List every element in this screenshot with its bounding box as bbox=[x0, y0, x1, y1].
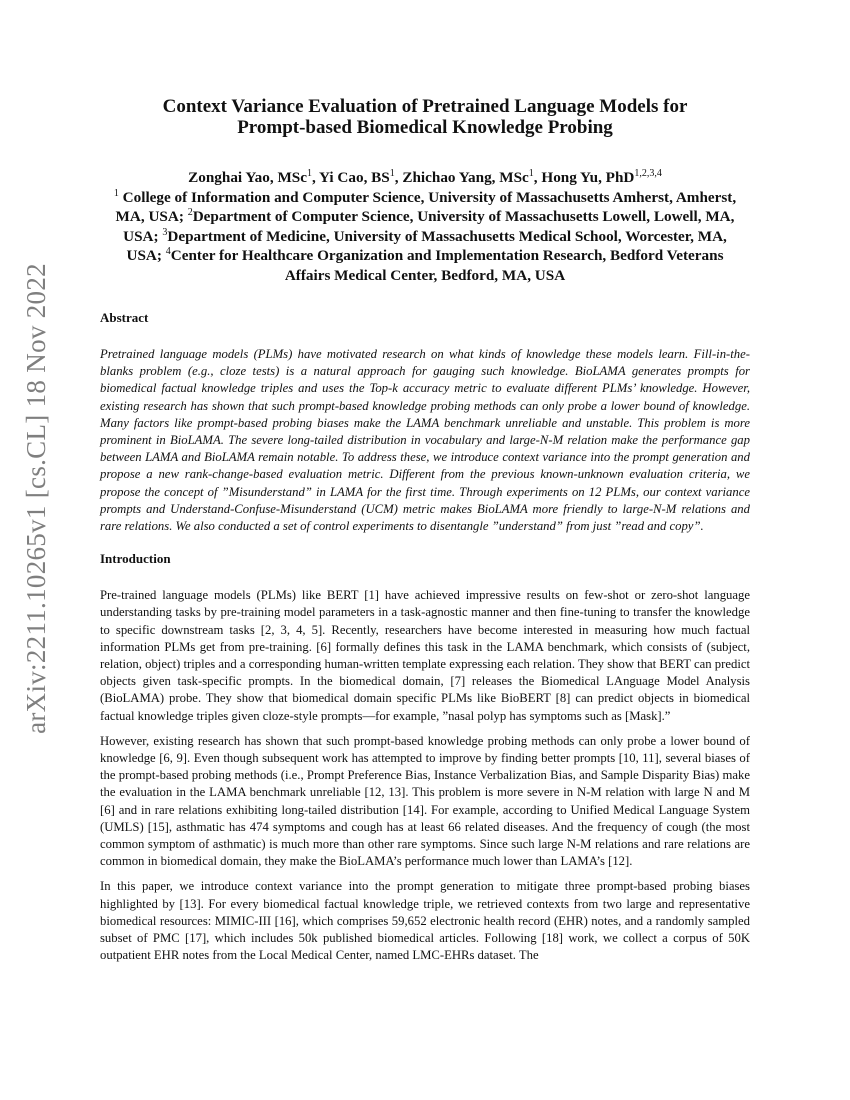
paper-title bbox=[100, 96, 750, 138]
arxiv-identifier-text: arXiv:2211.10265v1 [cs.CL] 18 Nov 2022 bbox=[20, 262, 51, 734]
abstract-heading: Abstract bbox=[100, 310, 149, 325]
author-list: Zonghai Yao, MSc$^1$, Yi Cao, $BS^1$, Zhichao Yang, MSc$^1$, Hong Yu, PhD$^{1,2,3,4}$ bbox=[188, 167, 662, 186]
introduction-paragraph: Pre-trained language models (PLMs) like BERT [1] have achieved impressive results on few-shot or zero-shot language understanding tasks by pre-training model parameters in a task-agnostic manner and then fine-tuning to transfer the knowledge to specific downstream tasks [2, 3, 4, 5]. Recently, researchers have become interested in measuring how much factual information PLMs get from pre-training. [6] formally defines this task in the LAMA benchmark, which consists of (subject, relation, object) triples and a corresponding human-written template expressing each relation. They show that BERT can predict objects given task-specific prompts. In the biomedical domain, [7] releases the Biomedical LAnguage Model Analysis (BioLAMA) probe. They show that biomedical domain specific PLMs like BioBERT [8] can predict objects in biomedical factual knowledge triples given cloze-style prompts—for example, ”nasal polyp has symptoms such as [Mask].” bbox=[100, 588, 750, 723]
affiliation-text: Center for Healthcare Organization and Implementation Research, Bedford Veterans Affairs Medical Center, Bedford, MA, USA bbox=[170, 247, 724, 284]
abstract-text: Pretrained language models (PLMs) have motivated research on what kinds of knowledge these models learn. Fill-in-the-blanks problem (e.g., cloze tests) is a natural approach for gauging such knowledge. BioLAMA generates prompts for biomedical factual knowledge triples and uses the Top-k accuracy metric to evaluate different PLMs’ knowledge. However, existing research has shown that such prompt-based knowledge probing methods can only probe a lower bound of knowledge. Many factors like prompt-based probing biases make the LAMA benchmark unreliable and unstable. This problem is more prominent in BioLAMA. The severe long-tailed distribution in vocabulary and large-N-M relation make the performance gap between LAMA and BioLAMA remain notable. To address these, we introduce context variance into the prompt generation and propose a new rank-change-based evaluation metric. Different from the previous known-unknown evaluation criteria, we propose the concept of ”Misunderstand” in LAMA for the first time. Through experiments on 12 PLMs, our context variance prompts and Understand-Confuse-Misunderstand (UCM) metric makes BioLAMA more friendly to large-N-M relations and rare relations. We also conducted a set of control experiments to disentangle ”understand” from just ”read and copy”. bbox=[100, 347, 750, 534]
affiliation-list bbox=[100, 188, 750, 286]
author-affiliation-marker: 1 bbox=[306, 167, 312, 179]
author-name: Hong Yu, PhD bbox=[541, 169, 635, 186]
title-line-1: Context Variance Evaluation of Pretrained Language Models for bbox=[162, 96, 688, 117]
title-line-2: Prompt-based Biomedical Knowledge Probing bbox=[237, 117, 613, 138]
author-affiliation-marker: 1 bbox=[528, 167, 534, 179]
introduction-paragraph: In this paper, we introduce context variance into the prompt generation to mitigate three prompt-based probing biases highlighted by [13]. For every biomedical factual knowledge triple, we retrieved contexts from two large and representative biomedical resources: MIMIC-III [16], which comprises 59,652 electronic health record (EHR) notes, and a randomly sampled subset of PMC [17], which includes 50k published biomedical articles. Following [18] work, we collect a corpus of 50K outpatient EHR notes from the Local Medical Center, named LMC-EHRs dataset. The bbox=[100, 879, 750, 963]
author-name: Zhichao Yang, MSc bbox=[402, 169, 529, 186]
affiliation-marker: 2 bbox=[187, 206, 193, 218]
affiliation-text: Department of Medicine, University of Massachusetts Medical School, Worcester, MA, USA; bbox=[126, 227, 727, 264]
introduction-paragraph: However, existing research has shown that such prompt-based knowledge probing methods can only probe a lower bound of knowledge [6, 9]. Even though subsequent work has attempted to improve by finding better prompts [10, 11], several biases of the prompt-based probing methods (i.e., Prompt Preference Bias, Instance Verbalization Bias, and Sample Disparity Bias) make the evaluation in the LAMA benchmark unreliable [12, 13]. This problem is more severe in N-M relation with large N and M [6] and in rare relations exhibiting long-tailed distribution [14]. For example, according to Unified Medical Language System (UMLS) [15], asthmatic has 474 symptoms and cough has at least 66 related diseases. And the frequency of cough (the most common symptom of asthmatic) is much more than other rare symptoms. Since such large N-M relations and rare relations are common in biomedical domain, they make the BioLAMA’s performance much lower than LAMA’s [12]. bbox=[100, 733, 750, 869]
affiliation-marker: 4 bbox=[165, 245, 171, 257]
author-name: Yi Cao, BS bbox=[319, 169, 390, 186]
author-affiliation-marker: 1 bbox=[389, 167, 395, 179]
author-affiliation-marker: 1,2,3,4 bbox=[634, 167, 662, 179]
affiliation-marker: 3 bbox=[162, 226, 168, 238]
arxiv-identifier-stamp bbox=[6, 262, 66, 734]
author-name: Zonghai Yao, MSc bbox=[188, 169, 307, 186]
affiliation-text: Department of Computer Science, University of Massachusetts Lowell, Lowell, MA, USA; bbox=[123, 208, 735, 245]
affiliation-marker: 1 bbox=[113, 187, 119, 199]
affiliation-text: College of Information and Computer Science, University of Massachusetts Amherst, Amherst, MA, USA; bbox=[115, 188, 737, 225]
paper-page bbox=[100, 96, 750, 965]
introduction-heading: Introduction bbox=[100, 551, 171, 567]
